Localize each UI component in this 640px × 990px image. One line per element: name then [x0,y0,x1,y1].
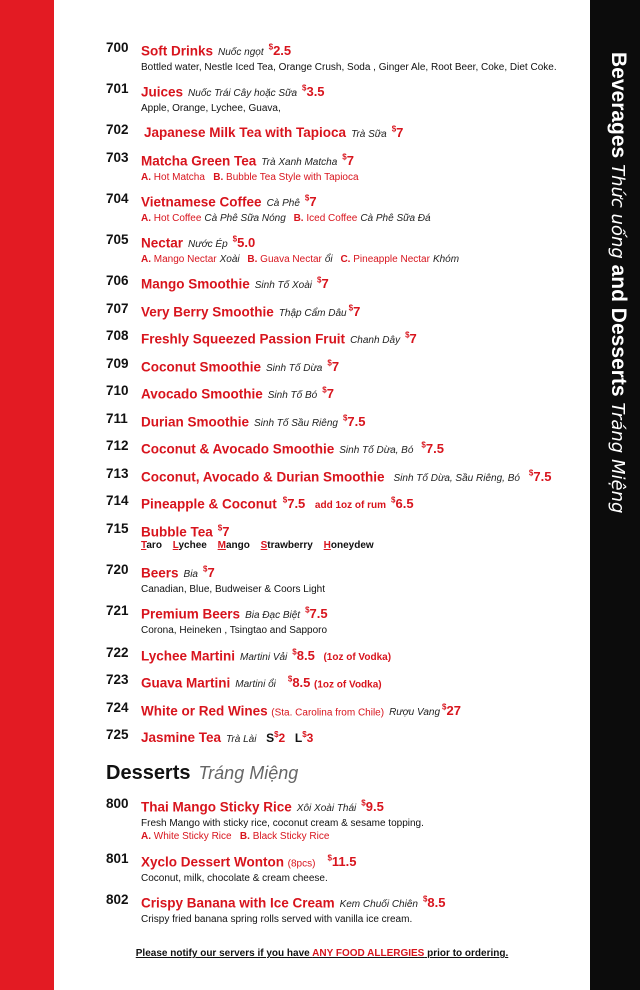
item-viet-name: Cà Phê [266,198,300,210]
item-number: 701 [106,81,129,96]
item-price: $27 [442,703,461,719]
bubble-tea-flavors [141,540,591,551]
item-viet-name: Kem Chuối Chiên [339,899,418,911]
item-options: A. White Sticky Rice B. Black Sticky Rice [141,831,330,843]
item-name: Freshly Squeezed Passion Fruit [141,331,346,347]
item-price: $7.5 [342,414,366,430]
item-number: 705 [106,232,129,247]
item-price: $7 [217,524,230,540]
item-price: $7 [342,153,354,169]
item-name: Durian Smoothie [141,414,250,430]
wine-origin-note: (Sta. Carolina from Chile) [271,707,385,719]
item-price: $7.5 [305,606,328,622]
item-number: 711 [106,411,128,426]
item-price: $7.5 [528,469,552,485]
item-viet-name: Nuốc ngọt [218,47,264,59]
item-description: Fresh Mango with sticky rice, coconut cream & sesame topping. [141,818,424,830]
item-viet-name: Sinh Tố Xoài [254,280,313,292]
item-name: Coconut, Avocado & Durian Smoothie [141,469,385,485]
item-name: Thai Mango Sticky Rice [141,799,292,815]
item-viet-name: Sinh Tố Dừa, Bó [339,445,414,457]
item-viet-name: Sinh Tố Bó [267,390,318,402]
item-description: Crispy fried banana spring rolls served with vanilla ice cream. [141,914,413,926]
left-red-bar [0,0,54,990]
item-price: $7 [348,304,361,320]
item-viet-name: Xôi Xoài Thái [296,803,357,815]
option-white-sticky-rice: White Sticky Rice [153,831,232,843]
allergy-notice: Please notify our servers if you have ANY FOOD ALLERGIES prior to ordering. [135,948,509,959]
item-price: $9.5 [361,799,384,815]
item-name: Nectar [141,235,184,251]
item-price: $7 [405,331,417,347]
item-note: (1oz of Vodka) [314,679,382,691]
item-viet-name: Bia [183,569,198,581]
item-number: 725 [106,727,129,742]
item-price: $5.0 [232,235,256,251]
flavor-honeydew: Honeydew [323,540,374,552]
option-mango-nectar: Mango Nectar [153,254,217,266]
item-description: Corona, Heineken , Tsingtao and Sapporo [141,625,328,637]
item-description: Apple, Orange, Lychee, Guava, [141,103,281,115]
item-name: Xyclo Dessert Wonton [141,854,285,870]
option-guava-nectar: Guava Nectar [260,254,322,266]
item-name: Coconut Smoothie [141,359,261,375]
desserts-heading-en: Desserts [106,762,191,784]
item-viet-name: Martini Vải [240,652,288,664]
item-name: Lychee Martini [141,648,236,664]
item-price: $3.5 [302,84,325,100]
desserts-heading [106,762,298,785]
item-price: $7 [391,125,404,141]
item-name: Bubble Tea [141,524,213,540]
item-number: 721 [106,603,129,618]
item-number: 720 [106,562,129,577]
option-bubble-tea-style: Bubble Tea Style with Tapioca [226,172,359,184]
size-large: L$3 [294,730,314,745]
side-title-and-desserts: and Desserts [607,264,630,397]
item-number: 703 [106,150,129,165]
item-name: Coconut & Avocado Smoothie [141,441,335,457]
side-title-thuc-uong: Thức uống [607,164,628,259]
item-number: 708 [106,328,129,343]
item-name: Soft Drinks [141,43,214,59]
add-rum-price: $6.5 [391,496,414,512]
option-hot-coffee: Hot Coffee [153,213,202,225]
item-name: Guava Martini [141,675,231,691]
item-number: 800 [106,796,129,811]
item-number: 707 [106,301,129,316]
item-viet-name: Sinh Tố Dừa [266,363,323,375]
item-number: 700 [106,40,129,55]
size-small: S$2 [266,730,286,745]
item-price: $7 [327,359,340,375]
item-description: Canadian, Blue, Budweiser & Coors Light [141,584,325,596]
item-pieces: (8pcs) [287,858,316,870]
item-name: Pineapple & Coconut [141,496,277,512]
item-price: $7 [322,386,334,402]
item-viet-name: Bia Đạc Biệt [245,610,301,622]
flavor-taro: Taro [141,540,162,552]
side-title-beverages: Beverages [607,52,630,159]
item-number: 714 [106,493,129,508]
item-viet-name: Trà Sữa [351,129,387,141]
item-number: 715 [106,521,129,536]
item-number: 801 [106,851,129,866]
item-viet-name: Chanh Dây [350,335,401,347]
item-name: Beers [141,565,179,581]
item-price: $7 [304,194,317,210]
item-price: $2.5 [268,43,292,59]
item-number: 722 [106,645,129,660]
option-hot-matcha: Hot Matcha [153,172,205,184]
item-name: White or Red Wines [141,703,268,719]
option-iced-coffee: Iced Coffee [306,213,358,225]
item-name: Premium Beers [141,606,241,622]
item-name: Very Berry Smoothie [141,304,274,320]
item-options: A. Hot Coffee Cà Phê Sữa Nóng B. Iced Coffee Cà Phê Sữa Đá [141,213,431,225]
allergy-highlight: ANY FOOD ALLERGIES [312,948,425,959]
add-rum-label: add 1oz of rum [314,500,387,512]
item-name: Jasmine Tea [141,730,222,745]
item-viet-name: Sinh Tố Sầu Riêng [254,418,338,430]
item-price: $7.5 [421,441,444,457]
side-title [595,52,640,522]
item-note: (1oz of Vodka) [323,652,392,664]
item-viet-name: Trà Lài [226,734,257,745]
item-price: $7 [317,276,329,292]
item-number: 709 [106,356,129,371]
item-number: 712 [106,438,129,453]
item-viet-name: Rượu Vang [389,707,441,719]
item-name: Juices [141,84,184,100]
item-number: 802 [106,892,129,907]
item-name: Mango Smoothie [141,276,250,292]
item-price: $7 [202,565,215,581]
item-price: $11.5 [327,854,357,870]
item-viet-name: Sinh Tố Dừa, Sầu Riêng, Bó [393,473,520,485]
item-number: 713 [106,466,129,481]
item-name: Japanese Milk Tea with Tapioca [144,125,347,141]
item-description: Coconut, milk, chocolate & cream cheese. [141,873,328,885]
option-black-sticky-rice: Black Sticky Rice [252,831,330,843]
desserts-heading-viet: Tráng Miệng [198,763,299,783]
item-number: 723 [106,672,129,687]
side-title-trang-mieng: Tráng Miệng [607,402,628,514]
flavor-strawberry: Strawberry [260,540,313,552]
flavor-lychee: Lychee [172,540,207,552]
item-viet-name: Nuốc Trái Cây hoặc Sữa [188,88,298,100]
item-name: Matcha Green Tea [141,153,257,169]
item-number: 724 [106,700,129,715]
flavor-mango: Mango [217,540,250,552]
item-options: A. Hot Matcha B. Bubble Tea Style with Tapioca [141,172,359,184]
item-viet-name: Thập Cẩm Dâu [278,308,347,320]
item-name: Vietnamese Coffee [141,194,262,210]
item-price: $7.5 [282,496,306,512]
item-name: Avocado Smoothie [141,386,263,402]
item-description: Bottled water, Nestle Iced Tea, Orange Crush, Soda , Ginger Ale, Root Beer, Coke, Diet Coke. [141,62,557,74]
item-price: $8.5 [292,648,315,664]
item-number: 710 [106,383,129,398]
item-options: A. Mango Nectar Xoài B. Guava Nectar ổi C. Pineapple Nectar Khóm [141,254,460,266]
item-viet-name: Martini ổi [235,679,276,691]
item-number: 704 [106,191,129,206]
item-number: 702 [106,122,129,137]
item-number: 706 [106,273,129,288]
item-price: $8.5 [422,895,446,911]
item-price: $8.5 [287,675,311,691]
option-pineapple-nectar: Pineapple Nectar [353,254,430,266]
item-name: Crispy Banana with Ice Cream [141,895,335,911]
item-viet-name: Trà Xanh Matcha [261,157,338,169]
item-viet-name: Nước Ép [188,239,228,251]
